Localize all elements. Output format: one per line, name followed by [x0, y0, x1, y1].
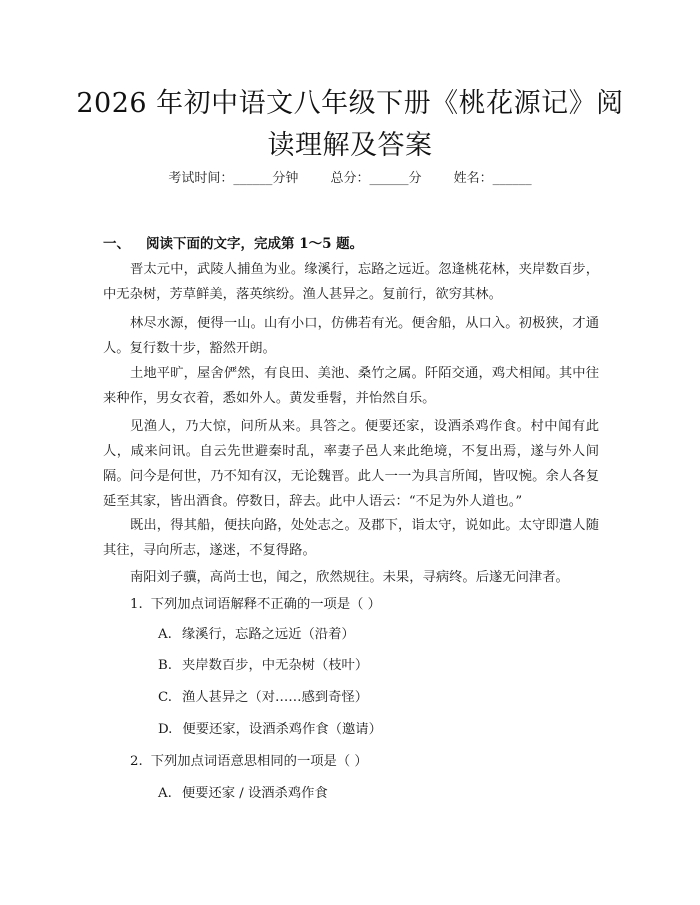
option-2a	[158, 783, 328, 805]
title-line-2: 读理解及答案	[267, 130, 433, 161]
option-1a	[158, 624, 355, 646]
passage-paragraph: 见渔人，乃大惊，问所从来。具答之。便要还家，设酒杀鸡作食。村中闻有此人，咸来问讯。自云先世避秦时乱，率妻子邑人来此绝境，不复出焉，遂与外人间隔。问今是何世，乃不知有汉，无论魏晋。此人一一为具言所闻，皆叹惋。余人各复延至其家，皆出酒食。停数日，辞去。此中人语云：“不足为外人道也。”	[103, 419, 599, 509]
exam-score: 总分：______分	[330, 171, 422, 186]
question-number: 1.	[130, 597, 143, 612]
question-text: 下列加点词语解释不正确的一项是（ ）	[150, 597, 381, 612]
exam-name: 姓名：______	[453, 171, 532, 186]
option-letter: D.	[158, 722, 173, 737]
passage-paragraph: 林尽水源，便得一山。山有小口，仿佛若有光。便舍船，从口入。初极狭，才通人。复行数十步，豁然开朗。	[103, 316, 599, 356]
passage-paragraph: 南阳刘子骥，高尚士也，闻之，欣然规往。未果，寻病终。后遂无问津者。	[130, 570, 569, 585]
option-letter: A.	[158, 786, 172, 801]
section-heading	[103, 232, 363, 252]
passage-paragraph: 既出，得其船，便扶向路，处处志之。及郡下，诣太守，说如此。太守即遣人随其往，寻向所志，遂迷，不复得路。	[103, 518, 599, 558]
question-number: 2.	[130, 754, 143, 769]
option-1b	[158, 655, 368, 677]
document-title	[60, 83, 640, 167]
option-text: 夹岸数百步，中无杂树（枝叶）	[182, 658, 369, 673]
option-letter: B.	[158, 658, 172, 673]
exam-meta	[0, 167, 700, 186]
section-number: 一、	[103, 236, 130, 252]
question-2	[130, 751, 368, 773]
question-1	[130, 594, 381, 616]
passage-paragraph: 晋太元中，武陵人捕鱼为业。缘溪行，忘路之远近。忽逢桃花林，夹岸数百步，中无杂树，芳草鲜美，落英缤纷。渔人甚异之。复前行，欲穷其林。	[103, 262, 599, 302]
passage-paragraph: 土地平旷，屋舍俨然，有良田、美池、桑竹之属。阡陌交通，鸡犬相闻。其中往来种作，男女衣着，悉如外人。黄发垂髫，并怡然自乐。	[103, 366, 599, 406]
option-text: 便要还家 / 设酒杀鸡作食	[181, 786, 328, 801]
option-text: 渔人甚异之（对……感到奇怪）	[181, 690, 369, 705]
option-text: 便要还家，设酒杀鸡作食（邀请）	[182, 722, 382, 737]
option-1c	[158, 687, 368, 709]
title-line-1: 2026 年初中语文八年级下册《桃花源记》阅	[76, 88, 624, 119]
option-text: 缘溪行，忘路之远近（沿着）	[181, 627, 355, 642]
question-text: 下列加点词语意思相同的一项是（ ）	[150, 754, 368, 769]
option-letter: C.	[158, 690, 172, 705]
option-letter: A.	[158, 627, 172, 642]
exam-time: 考试时间：______分钟	[168, 171, 299, 186]
section-instruction: 阅读下面的文字，完成第 1～5 题。	[146, 236, 364, 252]
option-1d	[158, 719, 382, 741]
